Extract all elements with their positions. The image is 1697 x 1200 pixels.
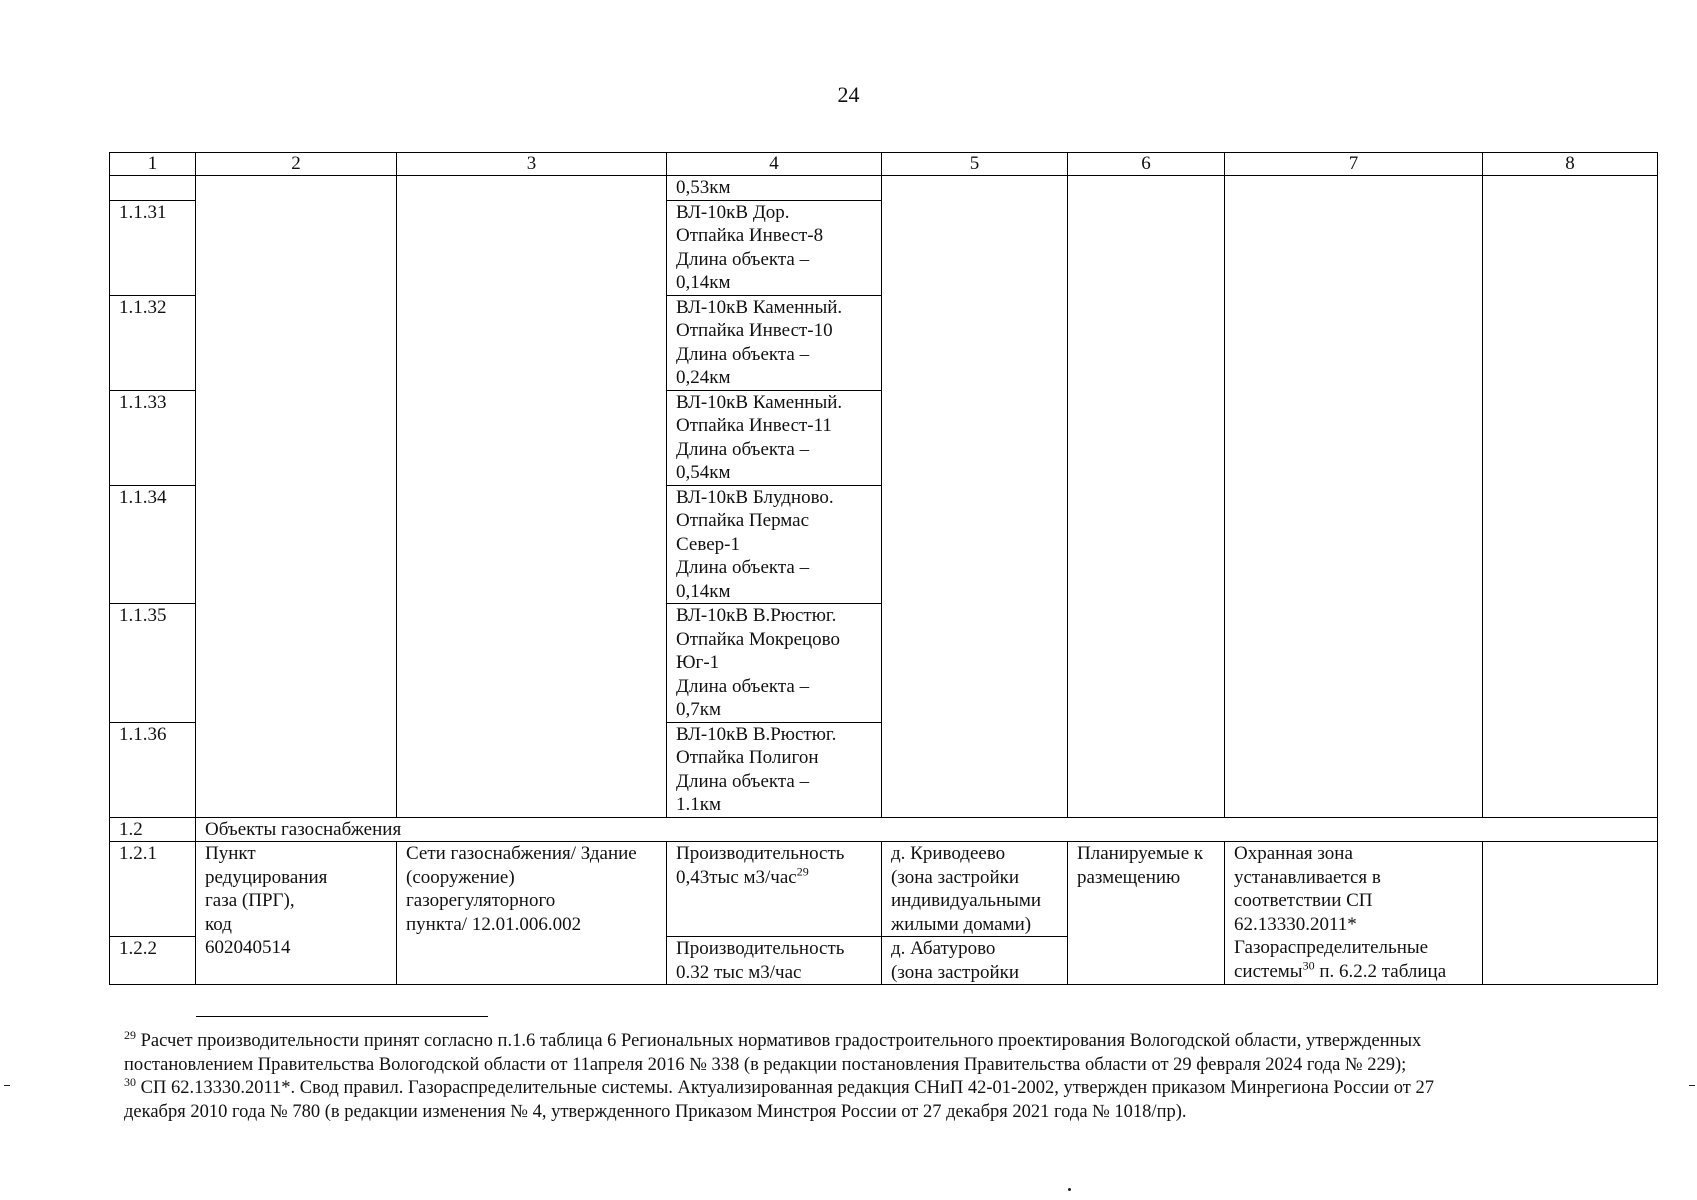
margin-mark bbox=[4, 1085, 10, 1086]
column-number-header bbox=[110, 153, 1658, 176]
text-line: редуцирования bbox=[205, 866, 328, 888]
object-parameters-cell bbox=[667, 176, 882, 201]
object-parameters-cell bbox=[667, 295, 882, 390]
text-line: Север-1 bbox=[676, 533, 740, 555]
capacity-cell bbox=[667, 842, 882, 937]
text-line: Юг-1 bbox=[676, 652, 720, 673]
section-number: 1.2 bbox=[110, 817, 196, 842]
text-line: Длина объекта – bbox=[676, 770, 810, 792]
text-line: код bbox=[205, 913, 232, 935]
object-parameters-cell bbox=[667, 722, 882, 817]
row-number: 1.1.32 bbox=[110, 295, 196, 390]
footnote-text: СП 62.13330.2011*. Свод правил. Газораспределительные системы. Актуализированная редакция СНиП 42-01-2002, утвержден приказом Минрегиона России от 27 bbox=[136, 1078, 1434, 1098]
text-fragment: системы bbox=[1234, 960, 1303, 982]
text-line: ВЛ-10кВ В.Рюстюг. bbox=[676, 605, 837, 626]
text-line: 1.1км bbox=[676, 794, 722, 815]
text-line: ВЛ-10кВ Дор. bbox=[676, 201, 790, 223]
text-line: Планируемые к bbox=[1077, 843, 1204, 864]
gas-section bbox=[110, 817, 1658, 985]
table-row bbox=[110, 842, 1658, 937]
table-row bbox=[110, 176, 1658, 201]
text-line: Отпайка Инвест-10 bbox=[676, 320, 833, 341]
text-line: (зона застройки bbox=[891, 961, 1020, 983]
merged-empty-col2 bbox=[196, 176, 397, 818]
footnote-text: Расчет производительности принят согласно п.1.6 таблица 6 Региональных нормативов градостроительного проектирования Вологодской области, утвержденных bbox=[136, 1031, 1422, 1051]
text-line: Длина объекта – bbox=[676, 438, 810, 460]
header-cell: 1 bbox=[110, 153, 196, 176]
text-line: Отпайка Инвест-11 bbox=[676, 415, 832, 436]
group-1-1-rows bbox=[110, 176, 1658, 818]
header-cell: 4 bbox=[667, 153, 882, 176]
objects-table bbox=[109, 152, 1658, 985]
text-line: ВЛ-10кВ Каменный. bbox=[676, 296, 843, 318]
object-parameters-cell bbox=[667, 390, 882, 485]
location-cell bbox=[882, 937, 1068, 985]
text-line: (сооружение) bbox=[406, 866, 515, 888]
text-line: 0.32 тыс м3/час bbox=[676, 961, 802, 983]
merged-empty-col7 bbox=[1225, 176, 1483, 818]
header-cell: 5 bbox=[882, 153, 1068, 176]
text-line: соответствии СП bbox=[1234, 890, 1373, 911]
text-line: Длина объекта – bbox=[676, 557, 810, 578]
text-line: Сети газоснабжения/ Здание bbox=[406, 843, 637, 864]
merged-empty-col6 bbox=[1068, 176, 1225, 818]
text-line: 0,54км bbox=[676, 462, 731, 483]
text-line: Отпайка Инвест-8 bbox=[676, 225, 824, 246]
zone-cell bbox=[1225, 842, 1483, 985]
footnotes bbox=[124, 1027, 1604, 1124]
status-cell bbox=[1068, 842, 1225, 985]
footnote-30 bbox=[124, 1074, 1604, 1101]
merged-empty-col5 bbox=[882, 176, 1068, 818]
object-parameters-cell bbox=[667, 485, 882, 604]
merged-empty-col8 bbox=[1483, 176, 1658, 818]
location-cell bbox=[882, 842, 1068, 937]
text-line: газа (ПРГ), bbox=[205, 890, 295, 911]
text-line: Длина объекта – bbox=[676, 343, 810, 365]
scan-dot bbox=[1068, 1188, 1071, 1191]
text-line: устанавливается в bbox=[1234, 866, 1381, 888]
capacity-cell bbox=[667, 937, 882, 985]
footnote-mark: 30 bbox=[124, 1074, 136, 1089]
empty-cell bbox=[1483, 842, 1658, 985]
header-cell: 2 bbox=[196, 153, 397, 176]
header-cell: 3 bbox=[397, 153, 667, 176]
text-line: газорегуляторного bbox=[406, 890, 556, 911]
text-line: ВЛ-10кВ В.Рюстюг. bbox=[676, 723, 837, 745]
text-line: Производительность bbox=[676, 938, 845, 959]
capacity-value: 0,43тыс м3/час bbox=[676, 866, 797, 888]
text-line: д. Криводеево bbox=[891, 843, 1006, 864]
row-number bbox=[110, 176, 196, 201]
row-number: 1.1.36 bbox=[110, 722, 196, 817]
page-number: 24 bbox=[837, 82, 860, 107]
text-line: Пункт bbox=[205, 843, 256, 864]
text-line: размещению bbox=[1077, 866, 1181, 888]
object-type-cell bbox=[397, 842, 667, 985]
text-line: Длина объекта – bbox=[676, 248, 810, 270]
footnote-29 bbox=[124, 1027, 1604, 1054]
text-line: 0,7км bbox=[676, 699, 722, 720]
text-line: Газораспределительные bbox=[1234, 937, 1429, 958]
margin-mark bbox=[1689, 1085, 1695, 1086]
row-number: 1.1.35 bbox=[110, 604, 196, 723]
row-number: 1.1.33 bbox=[110, 390, 196, 485]
text-line: 62.13330.2011* bbox=[1234, 913, 1357, 935]
text-line bbox=[676, 866, 872, 890]
text-line: 602040514 bbox=[205, 937, 291, 958]
text-line: 0,53км bbox=[676, 177, 731, 198]
text-fragment: п. 6.2.2 таблица bbox=[1314, 960, 1447, 982]
merged-empty-col3 bbox=[397, 176, 667, 818]
text-line: ВЛ-10кВ Блудново. bbox=[676, 486, 834, 508]
footnote-ref: 29 bbox=[796, 864, 809, 879]
row-number: 1.1.34 bbox=[110, 485, 196, 604]
object-parameters-cell bbox=[667, 200, 882, 295]
footnote-separator bbox=[196, 1016, 488, 1017]
row-number: 1.2.2 bbox=[110, 937, 196, 985]
text-line: 0,14км bbox=[676, 272, 731, 293]
text-line: 0,14км bbox=[676, 580, 731, 602]
text-line: ВЛ-10кВ Каменный. bbox=[676, 391, 843, 413]
section-row bbox=[110, 817, 1658, 842]
row-number: 1.2.1 bbox=[110, 842, 196, 937]
footnote-29-cont: постановлением Правительства Вологодской области от 11апреля 2016 № 338 (в редакции постановления Правительства области от 29 февраля 2024 года № 229); bbox=[124, 1054, 1407, 1075]
section-title: Объекты газоснабжения bbox=[196, 817, 1658, 842]
text-line: д. Абатурово bbox=[891, 938, 996, 959]
object-name-cell bbox=[196, 842, 397, 985]
text-line: Производительность bbox=[676, 843, 845, 864]
footnote-30-cont: декабря 2010 года № 780 (в редакции изменения № 4, утвержденного Приказом Минстроя России от 27 декабря 2021 года № 1018/пр). bbox=[124, 1101, 1187, 1122]
text-line: индивидуальными bbox=[891, 890, 1042, 911]
text-line: пункта/ 12.01.006.002 bbox=[406, 913, 582, 935]
text-line: жилыми домами) bbox=[891, 913, 1032, 935]
footnote-mark: 29 bbox=[124, 1027, 136, 1042]
text-line: Охранная зона bbox=[1234, 843, 1353, 864]
footnote-ref: 30 bbox=[1302, 958, 1315, 973]
text-line bbox=[1234, 960, 1473, 984]
text-line: Отпайка Мокрецово bbox=[676, 628, 841, 650]
text-line: (зона застройки bbox=[891, 866, 1020, 888]
object-parameters-cell bbox=[667, 604, 882, 723]
header-cell: 8 bbox=[1483, 153, 1658, 176]
text-line: Длина объекта – bbox=[676, 675, 810, 697]
text-line: Отпайка Пермас bbox=[676, 510, 810, 531]
text-line: 0,24км bbox=[676, 367, 731, 388]
row-number: 1.1.31 bbox=[110, 200, 196, 295]
text-line: Отпайка Полигон bbox=[676, 747, 819, 768]
header-cell: 6 bbox=[1068, 153, 1225, 176]
header-cell: 7 bbox=[1225, 153, 1483, 176]
